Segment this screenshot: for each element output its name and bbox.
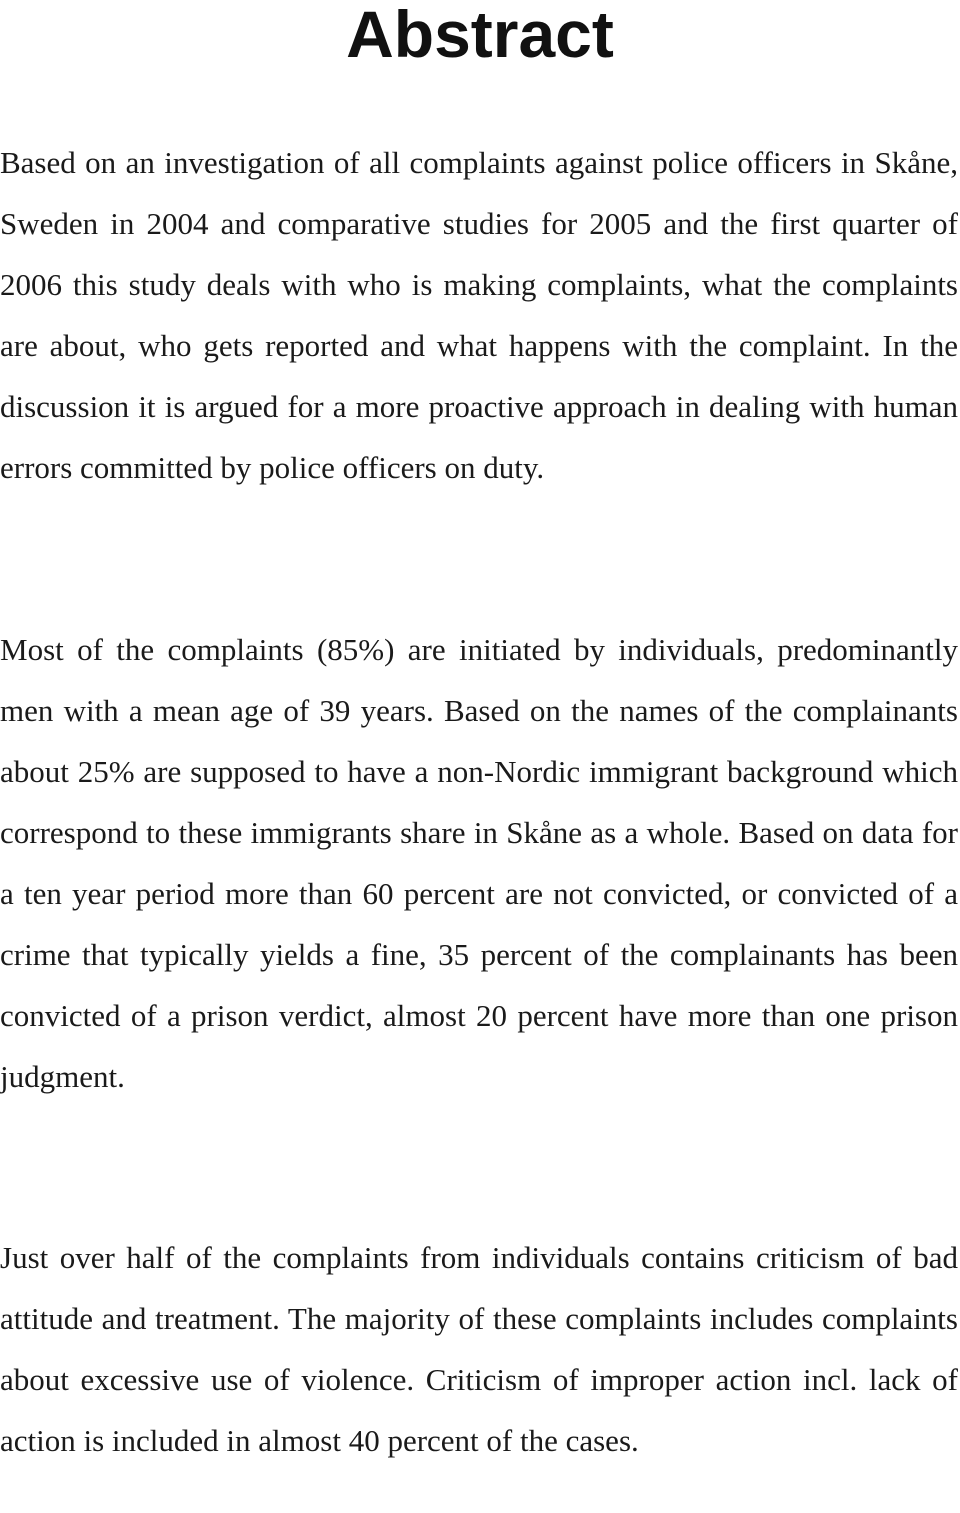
abstract-paragraph-1: Based on an investigation of all complaints against police officers in Skåne, Sweden in 2004 and comparative studies for 2005 and the first quarter of 2006 this study deals with who is making complaints, what the complaints are about, who gets reported and what happens with the complaint. In the discussion it is argued for a more proactive approach in dealing with human errors committed by police officers on duty. — [0, 145, 958, 485]
abstract-paragraph-2: Most of the complaints (85%) are initiated by individuals, predominantly men with a mean age of 39 years. Based on the names of the complainants about 25% are supposed to have a non-Nordic immigrant background which correspond to these immigrants share in Skåne as a whole. Based on data for a ten year period more than 60 percent are not convicted, or convicted of a crime that typically yields a fine, 35 percent of the complainants has been convicted of a prison verdict, almost 20 percent have more than one prison judgment. — [0, 632, 958, 1094]
page-title: Abstract — [346, 0, 614, 71]
abstract-paragraph-3: Just over half of the complaints from individuals contains criticism of bad attitude and treatment. The majority of these complaints includes complaints about excessive use of violence. Criticism of improper action incl. lack of action is included in almost 40 percent of the cases. — [0, 1240, 958, 1458]
